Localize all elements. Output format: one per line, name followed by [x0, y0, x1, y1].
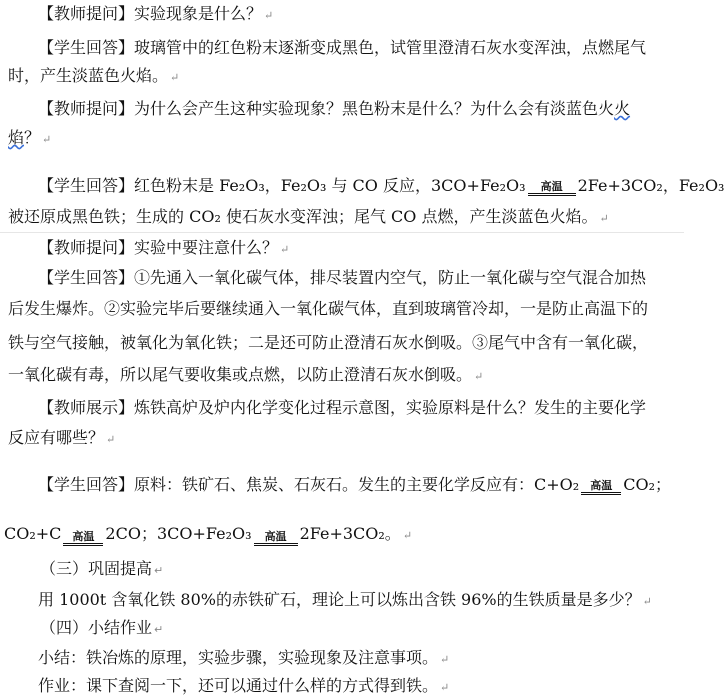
- return-mark-icon: ↵: [599, 212, 609, 225]
- student-answer-4-line-1: 【学生回答】原料：铁矿石、焦炭、石灰石。发生的主要化学反应有：C+O₂ 高温 CO₂；: [38, 475, 671, 494]
- student-answer-3-line-1: 【学生回答】①先通入一氧化碳气体，排尽装置内空气，防止一氧化碳与空气混合加热: [38, 268, 647, 287]
- teacher-question-2-line-2: 焰？ ↵: [8, 128, 52, 147]
- return-mark-icon: ↵: [42, 133, 52, 146]
- return-mark-icon: ↵: [154, 623, 164, 636]
- tag: 【学生回答】: [38, 176, 135, 195]
- return-mark-icon: ↵: [170, 71, 180, 84]
- tag: 【学生回答】: [38, 268, 135, 287]
- return-mark-icon: ↵: [154, 564, 164, 577]
- return-mark-icon: ↵: [280, 243, 290, 256]
- return-mark-icon: ↵: [402, 529, 413, 542]
- text: 为什么会产生这种实验现象？黑色粉末是什么？为什么会有淡蓝色火: [134, 99, 615, 118]
- reaction-condition: 高温: [63, 531, 103, 546]
- tag: 【教师提问】: [38, 4, 135, 23]
- text: 玻璃管中的红色粉末逐渐变成黑色，试管里澄清石灰水变浑浊，点燃尾气: [134, 38, 647, 57]
- exercise-question: 用 1000t 含氧化铁 80%的赤铁矿石，理论上可以炼出含铁 96%的生铁质量是多少？ ↵: [38, 590, 652, 609]
- student-answer-3-line-3: 铁与空气接触，被氧化为氧化铁；二是还可防止澄清石灰水倒吸。③尾气中含有一氧化碳，: [8, 333, 649, 352]
- tag: 【学生回答】: [38, 475, 135, 494]
- section-heading-summary: （四）小结作业 ↵: [40, 618, 164, 637]
- teacher-question-2-line-1: 【教师提问】为什么会产生这种实验现象？黑色粉末是什么？为什么会有淡蓝色火火: [38, 99, 631, 118]
- tag: 【学生回答】: [38, 38, 135, 57]
- summary-text: 小结：铁冶炼的原理，实验步骤，实验现象及注意事项。 ↵: [38, 648, 450, 667]
- tag: 【教师展示】: [38, 398, 135, 417]
- section-divider: [0, 232, 684, 233]
- student-answer-2-line-1: 【学生回答】红色粉末是 Fe₂O₃，Fe₂O₃ 与 CO 反应，3CO+Fe₂O₃ 高温 2Fe+3CO₂，Fe₂O₃: [38, 176, 724, 195]
- student-answer-3-line-4: 一氧化碳有毒，所以尾气要收集或点燃，以防止澄清石灰水倒吸。 ↵: [8, 365, 484, 384]
- teacher-show-line-1: 【教师展示】炼铁高炉及炉内化学变化过程示意图，实验原料是什么？发生的主要化学: [38, 398, 647, 417]
- homework-text: 作业：课下查阅一下，还可以通过什么样的方式得到铁。 ↵: [38, 676, 450, 695]
- return-mark-icon: ↵: [106, 433, 116, 446]
- return-mark-icon: ↵: [642, 595, 652, 608]
- section-heading-consolidate: （三）巩固提高 ↵: [40, 559, 164, 578]
- teacher-show-line-2: 反应有哪些？ ↵: [8, 428, 116, 447]
- tag: 【教师提问】: [38, 99, 135, 118]
- return-mark-icon: ↵: [264, 9, 274, 22]
- student-answer-2-line-2: 被还原成黑色铁；生成的 CO₂ 使石灰水变浑浊；尾气 CO 点燃，产生淡蓝色火焰。 ↵: [8, 207, 609, 226]
- return-mark-icon: ↵: [440, 653, 450, 666]
- student-answer-1-line-1: [38, 38, 646, 58]
- reaction-condition: 高温: [254, 531, 298, 546]
- teacher-question-3: 【教师提问】实验中要注意什么？ ↵: [38, 238, 290, 257]
- return-mark-icon: ↵: [440, 681, 450, 694]
- return-mark-icon: ↵: [474, 370, 484, 383]
- reaction-condition: 高温: [581, 480, 621, 495]
- student-answer-4-line-2: CO₂+C 高温 2CO；3CO+Fe₂O₃ 高温 2Fe+3CO₂。 ↵: [4, 524, 412, 546]
- text: 实验现象是什么？: [134, 4, 263, 23]
- student-answer-3-line-2: 后发生爆炸。②实验完毕后要继续通入一氧化碳气体，直到玻璃管冷却，一是防止高温下的: [8, 299, 649, 318]
- teacher-question-1: [38, 4, 273, 26]
- reaction-condition: 高温: [528, 181, 576, 196]
- student-answer-1-line-2: 时，产生淡蓝色火焰。 ↵: [8, 66, 180, 85]
- tag: 【教师提问】: [38, 238, 135, 257]
